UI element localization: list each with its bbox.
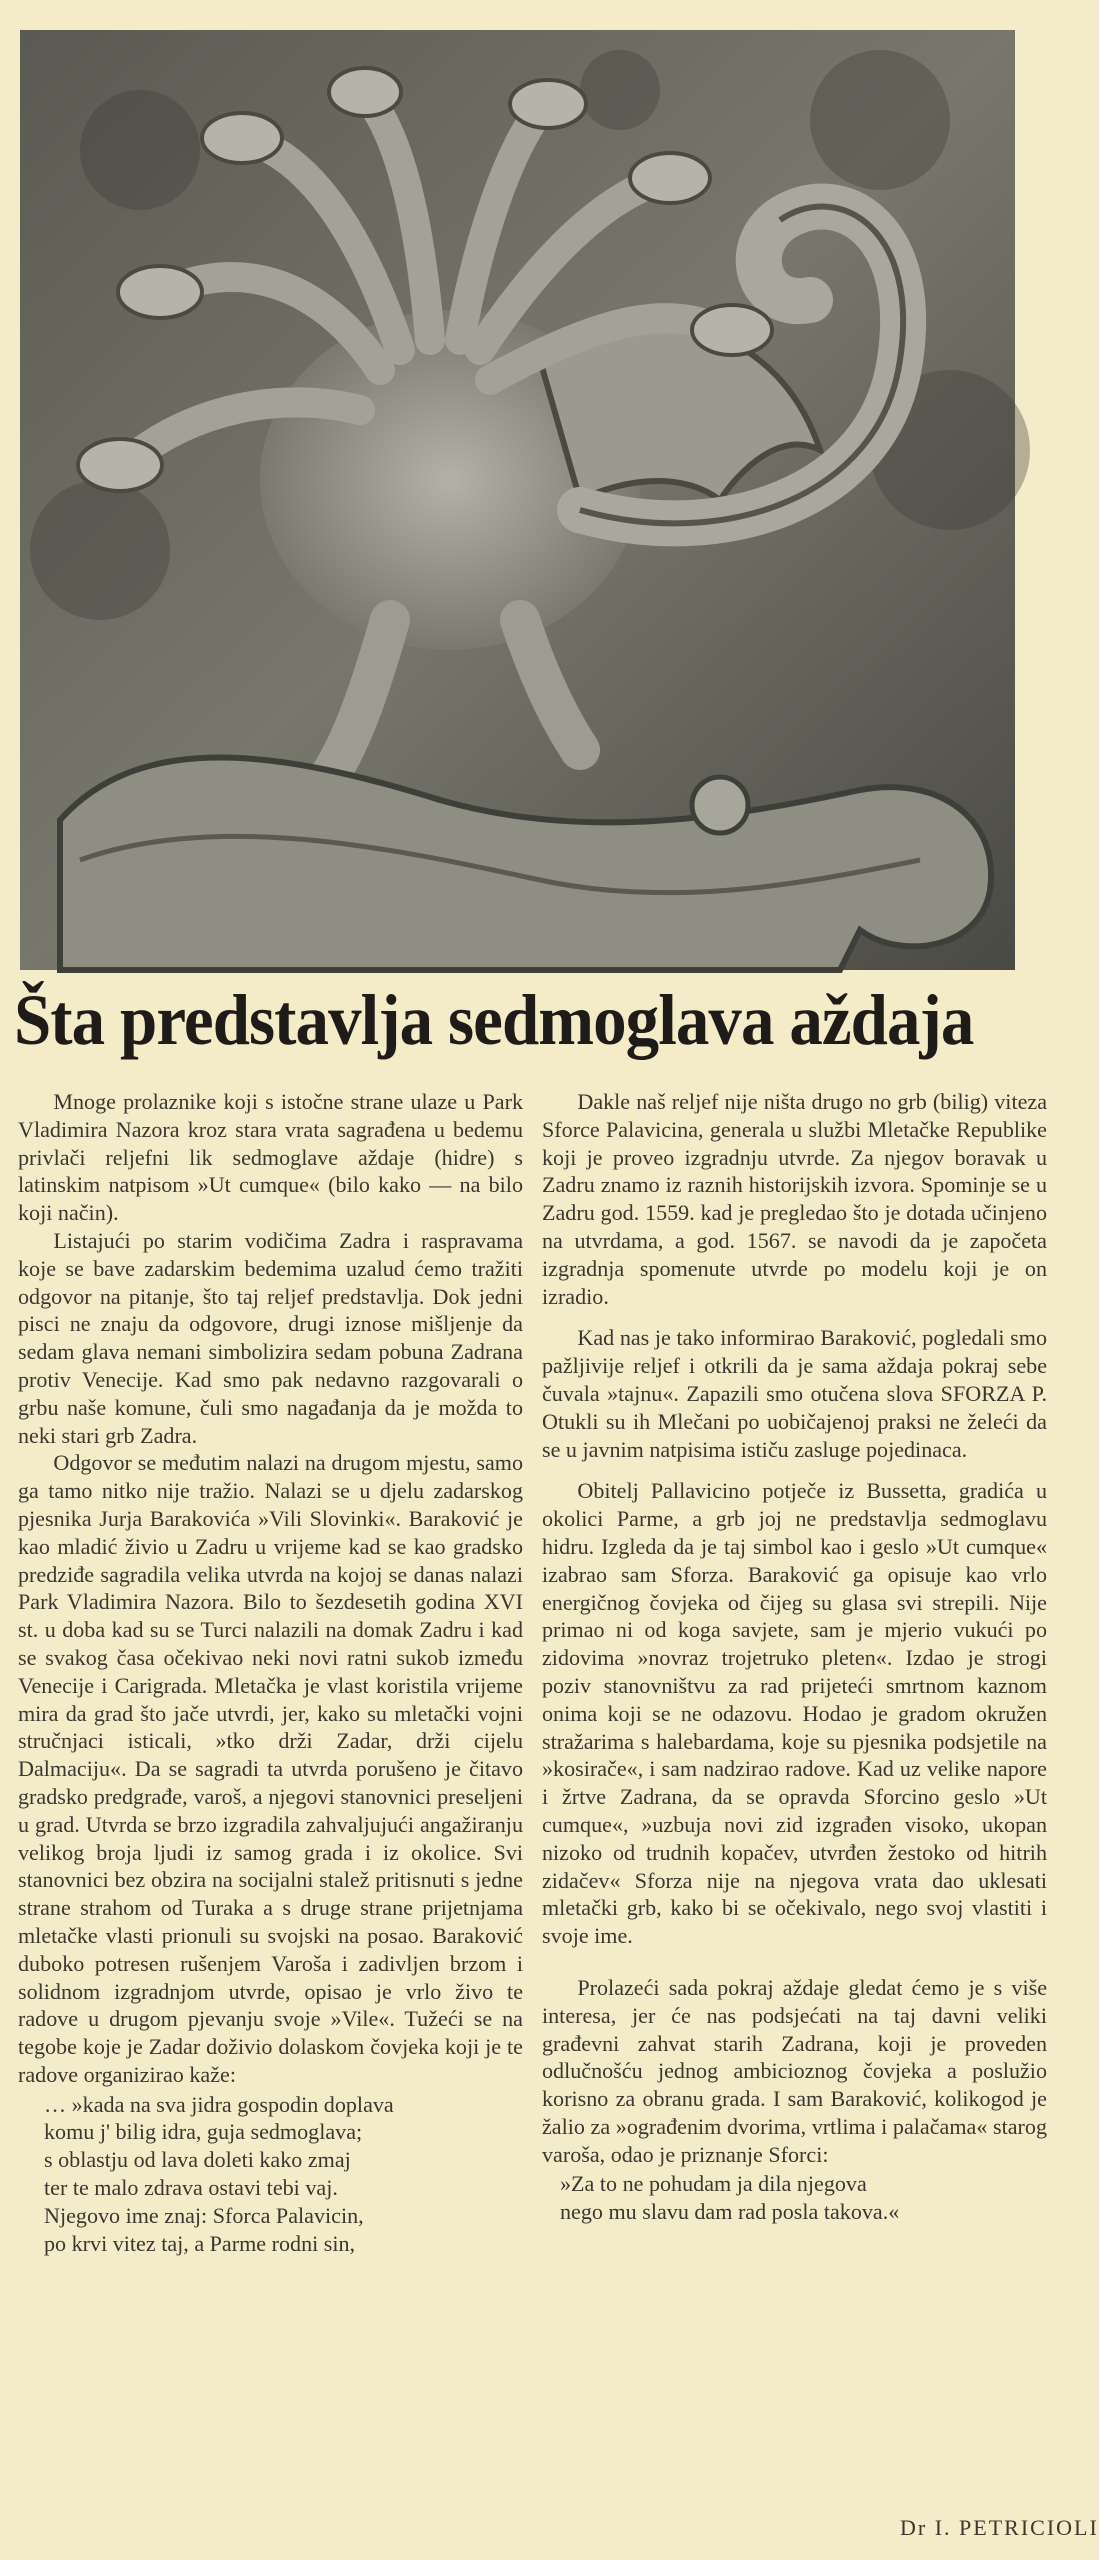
paragraph: Dakle naš reljef nije ništa drugo no grb (bilig) viteza Sforce Palavicina, generala u službi Mletačke Republike koji je proveo izgradnju utvrde. Za njegov boravak u Zadru znamo iz raznih historijskih izvora. Spominje se u Zadru god. 1559. kad je pregledao što je dotada učinjeno na utvrdama, a god. 1567. se navodi da je započeta izgradnja spomenute utvrde po modelu koji je on izradio.: [542, 1089, 1047, 1309]
paragraph: Obitelj Pallavicino potječe iz Bussetta, gradića u okolici Parme, a grb joj ne predstavlja sedmoglavu hidru. Izgleda da je taj simbol kao i geslo »Ut cumque« izabrao sam Sforza. Baraković ga opisuje kao vrlo energičnog čovjeka od čijeg su glasa svi strepili. Nije primao ni od koga savjete, sam je mjerio vukući po zidovima »novraz trojetruko pleten«. Izdao je strogi poziv stanovništvu za rad prijeteći smrtnom kaznom onima koji se ne odazovu. Hodao je gradom okružen stražarima s halebardama, koje su pjesnika podsjetile na »kosirače«, i sam nadzirao radove. Kad uz velike napore i žrtve Zadrana, da se opravda Sforcino geslo »Ut cumque«, »uzbuja novi zid izgrađen visoko, ukopan nizoko od trudnih kopačev, utvrđen žestoko od hitrih zidačev« Sforza nije na njegova vrata dao uklesati mletački grb, kako bi se očekivalo, nego svoj vlastiti i svoje ime.: [542, 1478, 1047, 1949]
article-right-column: [542, 1088, 1047, 2226]
paragraph: Mnoge prolaznike koji s istočne strane ulaze u Park Vladimira Nazora kroz stara vrata sagrađena u bedemu privlači reljefni lik sedmoglave aždaje (hidre) s latinskim natpisom »Ut cumque« (bilo kako — na bilo koji način).: [18, 1089, 523, 1226]
paragraph: Kad nas je tako informirao Baraković, pogledali smo pažljivije reljef i otkrili da je sama aždaja pokraj sebe čuvala »tajnu«. Zapazili smo otučena slova SFORZA P. Otukli su ih Mlečani po uobičajenoj praksi ne želeći da se u javnim natpisima ističu zasluge pojedinaca.: [542, 1325, 1047, 1462]
author-signature: Dr I. PETRICIOLI: [900, 2515, 1099, 2540]
article-headline: Šta predstavlja sedmoglava aždaja: [14, 980, 974, 1060]
verse-quote: [18, 2091, 523, 2258]
dragon-relief-image: [20, 30, 1015, 970]
paragraph: Prolazeći sada pokraj aždaje gledat ćemo je s više interesa, jer će nas podsjećati na taj davni veliki građevni zahvat starih Zadrana, koji je proveden odlučnošću jednog ambicioznog čovjeka a poslužio korisno za obranu grada. I sam Baraković, kolikogod je žalio za »ograđenim dvorima, vrtlima i palačama« starog varoša, odao je priznanje Sforci:: [542, 1974, 1047, 2167]
verse-line: komu j' bilig idra, guja sedmoglava;: [44, 2119, 363, 2145]
verse-line: s oblastju od lava doleti kako zmaj: [44, 2147, 351, 2173]
verse-quote: [542, 2170, 1047, 2226]
verse-line: … »kada na sva jidra gospodin doplava: [44, 2091, 394, 2117]
dragon-relief-photo: [20, 30, 1015, 970]
verse-line: ter te malo zdrava ostavi tebi vaj.: [44, 2175, 338, 2201]
verse-line: nego mu slavu dam rad posla takova.«: [560, 2199, 900, 2225]
verse-line: po krvi vitez taj, a Parme rodni sin,: [44, 2230, 356, 2256]
verse-line: Njegovo ime znaj: Sforca Palavicin,: [44, 2202, 364, 2228]
article-left-column: [18, 1088, 523, 2257]
paragraph: Listajući po starim vodičima Zadra i raspravama koje se bave zadarskim bedemima uzalud ćemo tražiti odgovor na pitanje, što taj reljef predstavlja. Dok jedni pisci ne znaju da odgovore, drugi iznose mišljenje da sedam glava nemani simbolizira sedam pobuna Zadrana protiv Venecije. Kad smo pak nedavno razgovarali o grbu naše komune, čuli smo nagađanja da je možda to neki stari grb Zadra.: [18, 1227, 523, 1448]
verse-line: »Za to ne pohudam ja dila njegova: [560, 2171, 867, 2197]
paragraph: Odgovor se međutim nalazi na drugom mjestu, samo ga tamo nitko nije tražio. Nalazi se u djelu zadarskog pjesnika Jurja Barakovića »Vili Slovinki«. Baraković je kao mladić živio u Zadru u vrijeme kad se kao gradsko predziđe sagradila velika utvrda na kojoj se danas nalazi Park Vladimira Nazora. Bilo to šezdesetih godina XVI st. u doba kad su se Turci nalazili na domak Zadru i kad se svakog časa očekivao neki novi ratni sukob između Venecije i Carigrada. Mletačka je vlast koristila vrijeme mira da grad što jače utvrdi, jer, kako su mletački vojni stručnjaci isticali, »tko drži Zadar, drži cijelu Dalmaciju«. Da se sagradi ta utvrda porušeno je čitavo gradsko predgrađe, varoš, a njegovi stanovnici preseljeni u grad. Utvrda se brzo izgradila zahvaljujući angažiranju velikog broja ljudi iz samog grada i iz okolice. Svi stanovnici bez obzira na socijalni stalež pritisnuti s jedne strane strahom od Turaka a s druge strane prijetnjama mletačke vlasti prionuli su svojski na posao. Baraković duboko potresen rušenjem Varoša i zadivljen brzom i solidnom izgradnjom utvrde, opisao je vrlo živo te radove u drugom pjevanju svoje »Vile«. Tužeći se na tegobe koje je Zadar doživio dolaskom čovjeka koji je te radove organizirao kaže:: [18, 1450, 523, 2087]
